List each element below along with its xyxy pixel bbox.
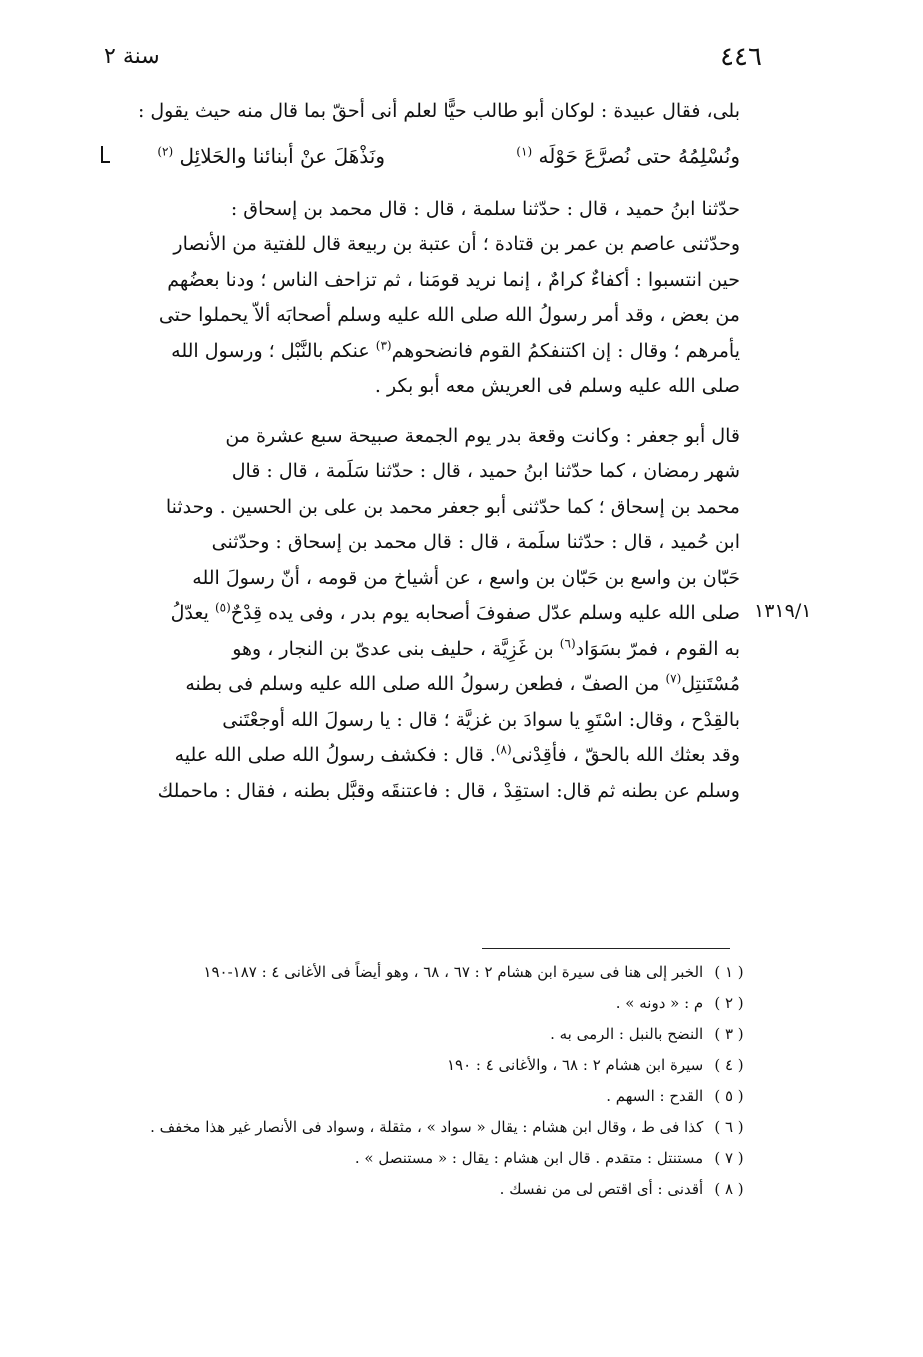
footnote-number: ( ٣ )	[714, 1025, 744, 1043]
text-segment: عنكم بالنَّبْل ؛ ورسول الله	[171, 339, 370, 362]
footnote-ref-3: (٣)	[375, 338, 392, 353]
footnote-4	[90, 1050, 750, 1081]
main-text	[100, 94, 740, 809]
text-line	[100, 596, 740, 632]
footnote-ref-5: (٥)	[214, 600, 231, 615]
footnote-divider	[482, 948, 730, 949]
footnote-text: سيرة ابن هشام ٢ : ٦٨ ، والأغانى ٤ : ١٩٠	[446, 1056, 704, 1074]
text-segment: يعدّلُ	[170, 602, 209, 624]
text-line: وحدّثنى عاصم بن عمر بن قتادة ؛ أن عتبة بن ربيعة قال للفتية من الأنصار	[173, 233, 740, 255]
text-line: حَبّان بن واسع بن حَبّان بن واسع ، عن أشياخ من قومه ، أنّ رسولَ الله	[192, 566, 740, 589]
text-segment: من الصفّ ، فطعن رسولُ الله صلى الله عليه وسلم فى بطنه	[185, 673, 660, 695]
footnote-text: أقدنى : أى اقتص لى من نفسك .	[499, 1180, 704, 1198]
text-line: محمد بن إسحاق ؛ كما حدّثنى أبو جعفر محمد بن على بن الحسين . وحدثنا	[165, 495, 740, 518]
text-segment: مُسْتَنتِل	[681, 673, 740, 695]
text-segment: وقد بعثك الله بالحقّ ، فأقِدْنى	[511, 744, 740, 766]
text-line: حدّثنا ابنُ حميد ، قال : حدّثنا سلمة ، قال : قال محمد بن إسحاق :	[230, 197, 740, 220]
verse-end-mark-icon	[98, 144, 112, 166]
footnote-7	[90, 1143, 750, 1174]
footnote-ref-1: (١)	[516, 143, 533, 158]
footnote-ref-7: (٧)	[665, 671, 682, 686]
footnote-1	[90, 957, 750, 988]
footnote-text: كذا فى ط ، وقال ابن هشام : يقال « سواد » ، مثقلة ، وسواد فى الأنصار غير هذا مخفف .	[150, 1118, 704, 1136]
footnote-6	[90, 1112, 750, 1143]
page-number: ٤٤٦	[720, 42, 762, 72]
margin-reference-number: ١٣١٩/١	[754, 600, 812, 622]
footnote-3	[90, 1019, 750, 1050]
text-line: حين انتسبوا : أكفاءٌ كرامٌ ، إنما نريد قومَنا ، ثم تزاحف الناس ؛ ودنا بعضُهم	[167, 268, 740, 291]
footnote-number: ( ٤ )	[714, 1056, 744, 1074]
footnote-ref-6: (٦)	[559, 636, 576, 651]
footnote-text: الخبر إلى هنا فى سيرة ابن هشام ٢ : ٦٧ ، ٦٨ ، وهو أيضاً فى الأغانى ٤ : ١٨٧-١٩٠	[203, 963, 704, 981]
footnote-2	[90, 988, 750, 1019]
footnote-text: مستنتل : متقدم . قال ابن هشام : يقال : « مستنصل » .	[354, 1149, 704, 1167]
text-segment: صلى الله عليه وسلم عدّل صفوفَ أصحابه يوم بدر ، وفى يده قِدْحٌ	[230, 602, 740, 624]
text-line	[100, 667, 740, 703]
text-line	[100, 738, 740, 774]
text-line	[100, 632, 740, 668]
footnote-number: ( ١ )	[714, 963, 744, 981]
running-header-year: سنة ٢	[104, 44, 160, 69]
text-segment: يأمرهم ؛ وقال : إن اكتنفكمُ القوم فانضحوهم	[391, 339, 740, 362]
footnote-8	[90, 1174, 750, 1205]
footnote-5	[90, 1081, 750, 1112]
footnotes	[90, 957, 750, 1205]
footnote-ref-2: (٢)	[157, 143, 174, 158]
text-line: قال أبو جعفر : وكانت وقعة بدر يوم الجمعة صبيحة سبع عشرة من	[225, 424, 740, 447]
text-segment: بن غَزِيَّة ، حليف بنى عدىّ بن النجار ، وهو	[232, 637, 554, 660]
footnote-text: النضح بالنبل : الرمى به .	[550, 1025, 704, 1043]
footnote-number: ( ٥ )	[714, 1087, 744, 1105]
verse-second-hemistich	[157, 130, 385, 182]
paragraph-1	[100, 192, 740, 405]
text-segment: . قال : فكشف رسولُ الله صلى الله عليه	[174, 744, 496, 766]
text-line: صلى الله عليه وسلم فى العريش معه أبو بكر .	[374, 375, 740, 397]
text-line: وسلم عن بطنه ثم قال: استقِدْ ، قال : فاعتنقَه وقبَّل بطنه ، فقال : ماحملك	[157, 779, 740, 802]
footnote-text: القدح : السهم .	[606, 1087, 704, 1105]
verse-second-text: ونَذْهَلَ عنْ أبنائنا والحَلائِل	[179, 143, 385, 168]
text-line: شهر رمضان ، كما حدّثنا ابنُ حميد ، قال : حدّثنا سَلَمة ، قال : قال	[231, 460, 740, 482]
footnote-ref-8: (٨)	[495, 742, 512, 757]
footnote-number: ( ٦ )	[714, 1118, 744, 1136]
footnote-text: م : « دونه » .	[615, 994, 704, 1012]
text-line: بالقِدْح ، وقال: اسْتَوِ يا سوادَ بن غزيَّة ؛ قال : يا رسولَ الله أوجعْتَنى	[222, 708, 740, 731]
paragraph-2	[100, 419, 740, 810]
verse-intro: بلى، فقال عبيدة : لوكان أبو طالب حيًّا لعلم أنى أحقّ بما قال منه حيث يقول :	[137, 100, 740, 122]
text-segment: به القوم ، فمرّ بسَوَاد	[575, 637, 740, 660]
footnote-number: ( ٨ )	[714, 1180, 744, 1198]
text-line: من بعض ، وقد أمر رسولُ الله صلى الله عليه وسلم أصحابَه ألاّ يحملوا حتى	[158, 304, 740, 326]
verse-first-text: ونُسْلِمُهُ حتى نُصرَّعَ حَوْلَه	[538, 143, 740, 168]
footnote-number: ( ٧ )	[714, 1149, 744, 1167]
verse-first-hemistich	[516, 130, 740, 182]
footnote-number: ( ٢ )	[714, 994, 744, 1012]
text-line	[100, 334, 740, 370]
poetry-verse	[100, 130, 740, 182]
text-line: ابن حُميد ، قال : حدّثنا سلَمة ، قال : قال محمد بن إسحاق : وحدّثنى	[211, 531, 740, 553]
